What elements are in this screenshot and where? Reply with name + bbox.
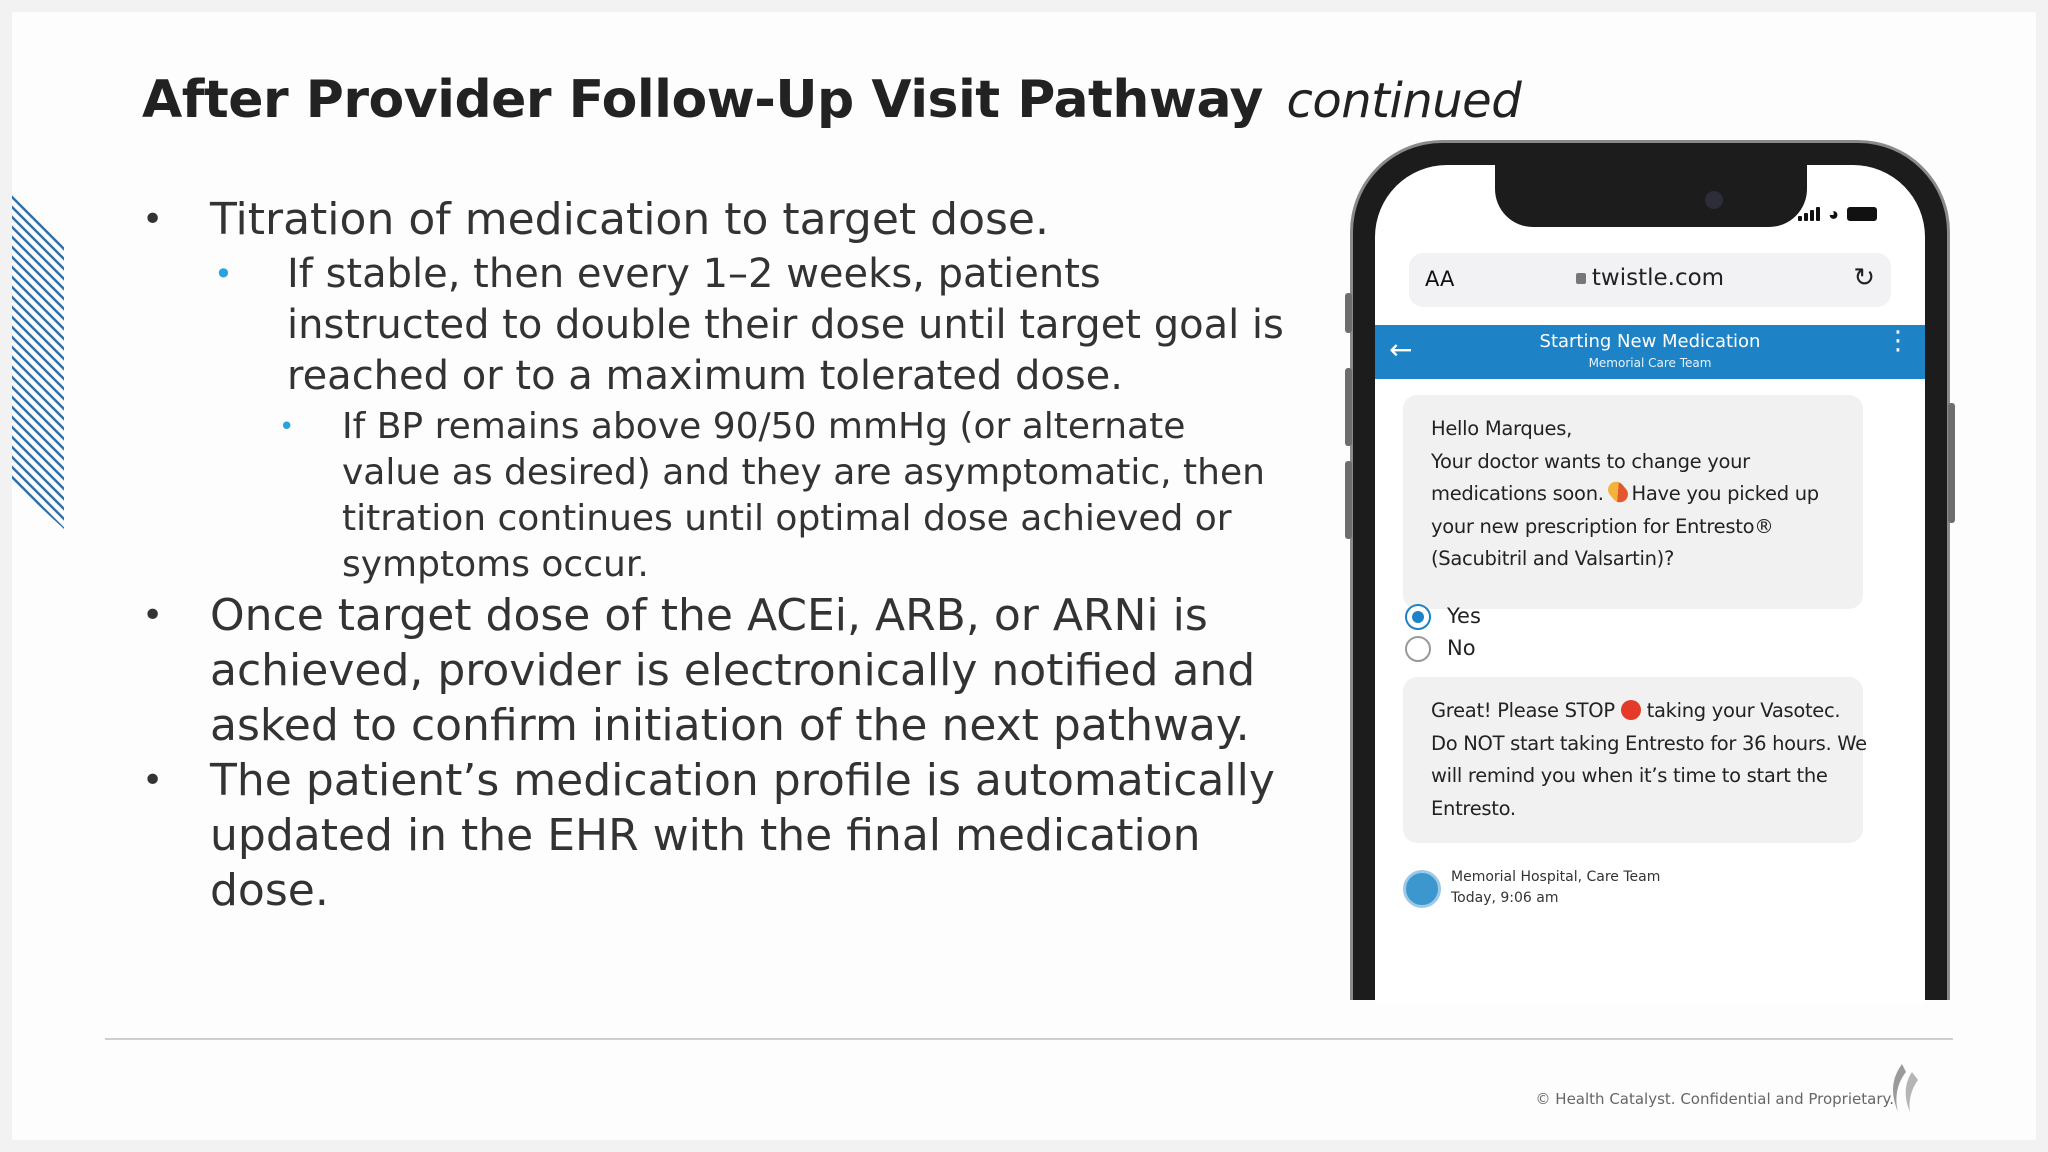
message-line: (Sacubitril and Valsartin)? [1431, 547, 1674, 570]
bullet-text: Titration of medication to target dose. [210, 194, 1049, 245]
bullet-text: If stable, then every 1–2 weeks, patients instructed to double their dose until target goal is reached or to a maximum tolerated dose. [287, 251, 1284, 399]
url-text: twistle.com [1591, 265, 1725, 291]
message-line: Entresto. [1431, 796, 1516, 820]
header-title: Starting New Medication [1539, 331, 1761, 352]
bullet-list [142, 192, 1292, 918]
message-line [1431, 478, 1835, 511]
header-subtitle: Memorial Care Team [1588, 356, 1712, 370]
radio-label: No [1447, 636, 1476, 660]
bullet-text: If BP remains above 90/50 mmHg (or alternate value as desired) and they are asymptomatic, then titration continues until optimal dose achieved or symptoms occur. [342, 406, 1265, 585]
status-bar [1798, 204, 1877, 224]
radio-label: Yes [1447, 604, 1481, 628]
signal-icon [1798, 207, 1820, 221]
message-text: Have you picked up [1631, 482, 1819, 505]
wifi-icon: ◕ [1828, 204, 1839, 224]
phone-notch [1495, 165, 1807, 227]
bullet-dot: • [279, 412, 295, 442]
bullet-dot: • [142, 199, 164, 240]
message-line: your new prescription for Entresto® [1431, 514, 1774, 538]
phone-side-button [1948, 403, 1955, 523]
more-options-icon[interactable]: ⋮ [1885, 326, 1909, 356]
message-line: Hello Marques, [1431, 417, 1572, 440]
title-main: After Provider Follow-Up Visit Pathway [142, 70, 1263, 130]
lock-icon [1576, 273, 1586, 284]
phone-side-button [1345, 461, 1352, 539]
message-line [1431, 695, 1841, 728]
sub-sub-bullet-bp [142, 404, 1292, 588]
bullet-dot: • [214, 255, 233, 293]
bullet-text: Once target dose of the ACEi, ARB, or ARNi is achieved, provider is electronically notified and asked to confirm initiation of the next pathway. [210, 590, 1256, 751]
radio-selected-icon[interactable] [1405, 604, 1431, 630]
bullet-titration [142, 192, 1292, 247]
message-line: Your doctor wants to change your [1431, 449, 1750, 473]
title-suffix: continued [1286, 73, 1522, 129]
message-bubble-instructions [1403, 677, 1867, 843]
phone-side-button [1345, 293, 1352, 333]
bullet-dot: • [142, 760, 164, 801]
phone-mockup [1350, 140, 1950, 1000]
phone-side-button [1345, 368, 1352, 446]
slide-title [142, 70, 1521, 130]
sub-bullet-double-dose [142, 249, 1292, 402]
footer-divider [105, 1038, 1953, 1040]
bullet-text: The patient’s medication profile is automatically updated in the EHR with the final medication dose. [210, 755, 1275, 916]
slide [12, 12, 2036, 1140]
footer-copyright: © Health Catalyst. Confidential and Proprietary. [1535, 1090, 1894, 1108]
message-line: Do NOT start taking Entresto for 36 hours. We [1431, 731, 1867, 755]
text-size-button[interactable]: AA [1425, 267, 1455, 291]
bullet-target-dose [142, 588, 1292, 753]
health-catalyst-flame-logo [1888, 1062, 1922, 1114]
decorative-stripes [12, 147, 64, 529]
message-bubble-question [1403, 395, 1863, 609]
camera-icon [1705, 191, 1723, 209]
bullet-dot: • [142, 595, 164, 636]
bullet-ehr-update [142, 753, 1292, 918]
radio-unselected-icon[interactable] [1405, 636, 1431, 662]
phone-screen [1375, 165, 1925, 1003]
url-display[interactable] [1409, 265, 1891, 291]
app-header [1375, 325, 1925, 379]
message-text: taking your Vasotec. [1646, 699, 1841, 722]
reload-icon[interactable]: ↻ [1853, 263, 1875, 293]
message-line: will remind you when it’s time to start the [1431, 764, 1828, 787]
message-text: medications soon. [1431, 482, 1604, 505]
care-team-avatar [1403, 870, 1441, 908]
pill-icon [1604, 478, 1630, 505]
battery-icon [1847, 207, 1877, 221]
message-text: Great! Please STOP [1431, 699, 1615, 722]
browser-address-bar[interactable] [1409, 253, 1891, 307]
stop-sign-icon [1621, 700, 1641, 720]
message-timestamp: Today, 9:06 am [1451, 890, 1559, 906]
sender-name: Memorial Hospital, Care Team [1451, 869, 1661, 885]
back-arrow-icon[interactable]: ← [1389, 333, 1413, 366]
